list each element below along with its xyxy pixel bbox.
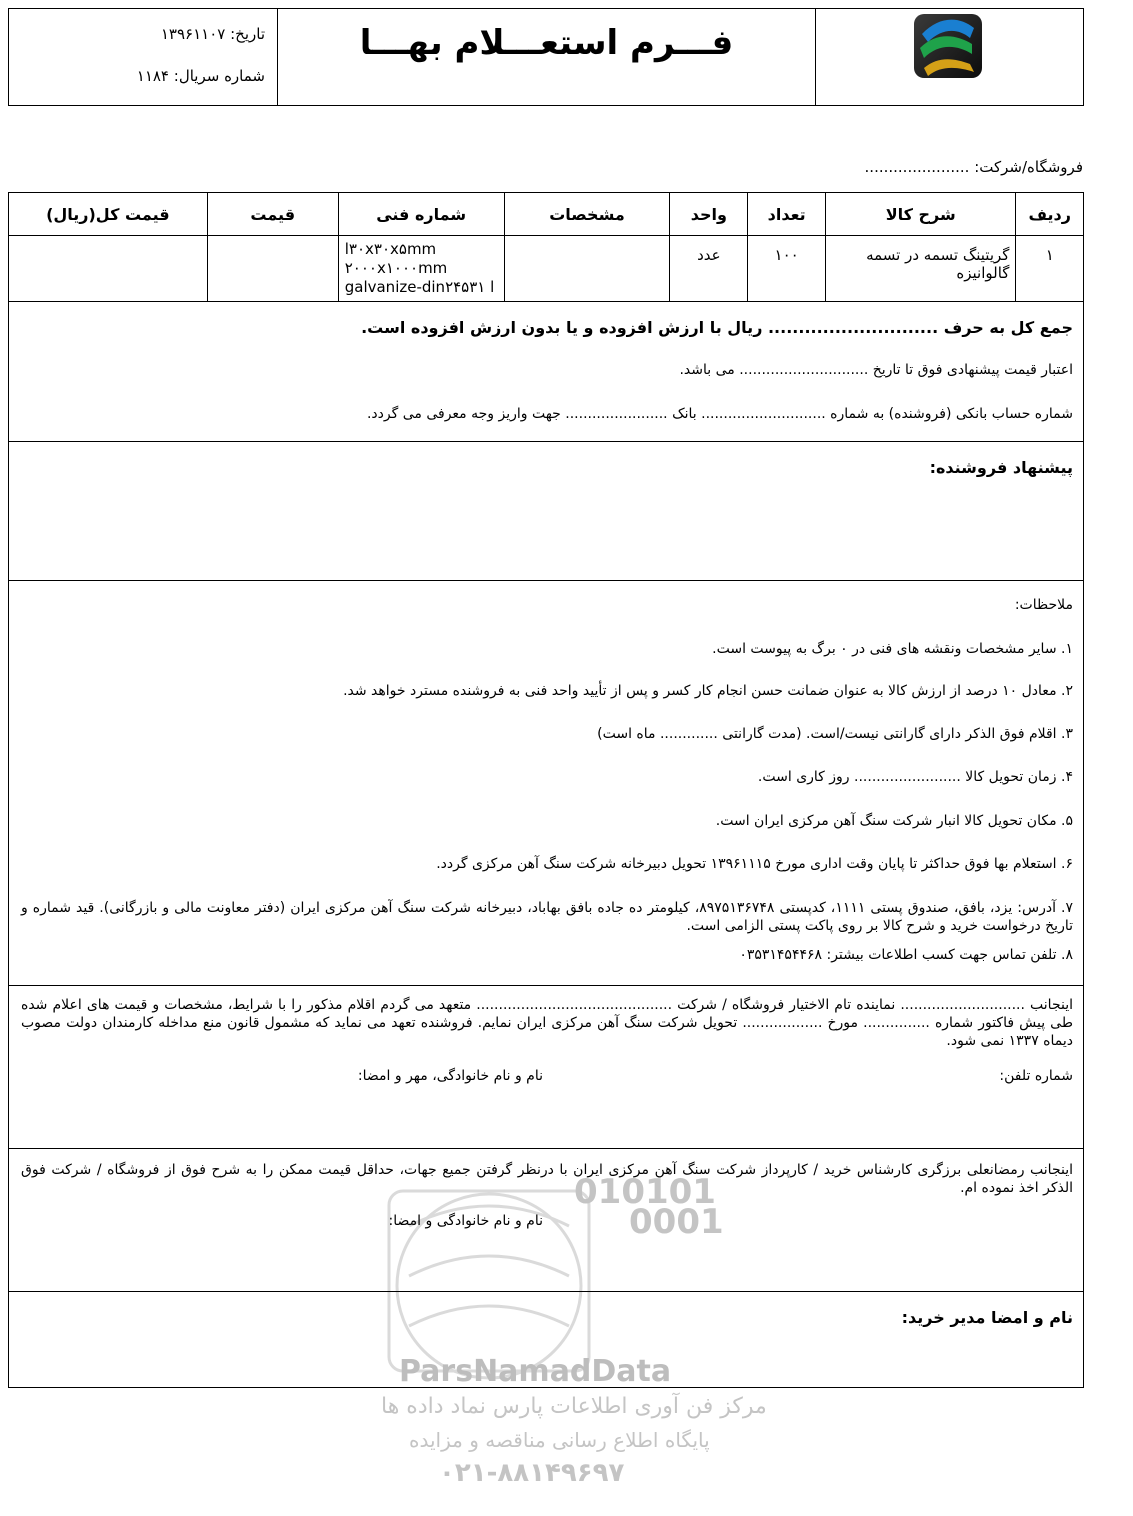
row-price[interactable] (207, 236, 338, 302)
header-title-cell (277, 9, 816, 105)
tech-line: l۳۰x۳۰x۵mm (344, 240, 437, 258)
row-description: گریتینگ تسمه در تسمه گالوانیزه (826, 236, 1016, 302)
form-title: فـــرم استعـــلام بهـــا (359, 23, 734, 63)
form-date: تاریخ: ۱۳۹۶۱۱۰۷ (160, 25, 265, 43)
note-item: ۷. آدرس: یزد، بافق، صندوق پستی ۱۱۱۱، کدپستی ۸۹۷۵۱۳۶۷۴۸، کیلومتر ده جاده بافق بهاباد، دبیرخانه شرکت سنگ آهن مرکزی ایران (دفتر معاونت مالی و بازرگانی). قید شماره و تاریخ درخواست خرید و شرح کالا بر روی پاکت پستی الزامی است. (21, 900, 1073, 934)
header-meta (9, 9, 277, 105)
manager-section (8, 1291, 1084, 1388)
tech-line: ۲۰۰۰x۱۰۰۰mm (344, 259, 448, 277)
company-logo (914, 14, 982, 78)
buyer-statement: اینجانب رمضانعلی برزگری کارشناس خرید / کارپرداز شرکت سنگ آهن مرکزی ایران با درنظر گرفتن جمیع جهات، حداقل قیمت ممکن را به شرح فوق از فروشگاه / شرکت فوق الذکر اخذ نموده ام. (21, 1162, 1073, 1196)
items-grid (8, 192, 1084, 302)
note-item: ۱. سایر مشخصات ونقشه های فنی در ۰ برگ به پیوست است. (712, 641, 1073, 657)
phone-label: شماره تلفن: (999, 1068, 1073, 1084)
col-header: مشخصات (504, 193, 670, 236)
row-quantity: ۱۰۰ (748, 236, 826, 302)
note-item: ۲. معادل ۱۰ درصد از ارزش کالا به عنوان ضمانت حسن انجام کار کسر و پس از تأیید واحد فنی به فروشنده مسترد خواهد شد. (343, 683, 1073, 699)
watermark-text: مرکز فن آوری اطلاعات پارس نماد داده ها (381, 1394, 767, 1419)
col-header: ردیف (1016, 193, 1084, 236)
watermark-text: پایگاه اطلاع رسانی مناقصه و مزایده (409, 1428, 710, 1452)
representative-signature-label: نام و نام خانوادگی، مهر و امضا: (357, 1068, 543, 1084)
seller-offer-title: پیشنهاد فروشنده: (929, 458, 1073, 477)
note-item: ۶. استعلام بها فوق حداکثر تا پایان وقت اداری مورخ ۱۳۹۶۱۱۱۵ تحویل دبیرخانه شرکت سنگ آهن مرکزی گردد. (436, 856, 1073, 872)
row-index: ۱ (1016, 236, 1084, 302)
watermark-phone: ۰۲۱-۸۸۱۴۹۶۹۷ (439, 1458, 625, 1488)
row-total[interactable] (9, 236, 208, 302)
watermark-brand: ParsNamadData (399, 1354, 672, 1389)
representative-commitment: اینجانب ............................ نماینده تام الاختیار فروشگاه / شرکت ............................................ متعهد می گردم اقلام مذکور را با شرایط، مشخصات و قیمت های اعلام شده طی پیش فاکتور شماره ............... مورخ .................. تحویل شرکت سنگ آهن مرکزی ایران نمایم. فروشنده تعهد می نماید که مشمول قانون منع مداخله کارمندان دولت مصوب دیماه ۱۳۳۷ نمی شود. (21, 997, 1073, 1049)
serial-number: شماره سریال: ۱۱۸۴ (136, 67, 265, 85)
watermark-digits: 0001 (629, 1202, 724, 1242)
notes-title: ملاحظات: (1014, 597, 1073, 613)
logo-mark-icon (914, 14, 982, 78)
col-header: تعداد (748, 193, 826, 236)
note-item: ۴. زمان تحویل کالا ........................ روز کاری است. (757, 769, 1073, 785)
note-item: ۸. تلفن تماس جهت کسب اطلاعات بیشتر: ۰۳۵۳۱۴۵۴۴۶۸ (739, 947, 1073, 963)
bank-account: شماره حساب بانکی (فروشنده) به شماره ............................ بانک ....................... جهت واریز وجه معرفی می گردد. (366, 406, 1073, 422)
seller-offer-section[interactable] (8, 441, 1084, 581)
row-unit: عدد (670, 236, 748, 302)
representative-section (8, 985, 1084, 1149)
vendor-line: فروشگاه/شرکت: ...................... (864, 158, 1083, 176)
total-in-words: جمع کل به حرف ............................ ریال با ارزش افزوده و یا بدون ارزش افزوده است. (361, 318, 1073, 337)
row-tech-number (338, 236, 504, 302)
watermark-digits: 010101 (574, 1172, 716, 1212)
price-validity: اعتبار قیمت پیشنهادی فوق تا تاریخ ............................. می باشد. (679, 362, 1073, 378)
tech-line: galvanize-din۲۴۵۳۱ l (344, 278, 495, 296)
note-item: ۵. مکان تحویل کالا انبار شرکت سنگ آهن مرکزی ایران است. (715, 813, 1073, 829)
buyer-section (8, 1148, 1084, 1292)
manager-signature-label: نام و امضا مدیر خرید: (901, 1308, 1073, 1327)
col-header: واحد (670, 193, 748, 236)
note-item: ۳. اقلام فوق الذکر دارای گارانتی نیست/است. (مدت گارانتی ............. ماه است) (597, 726, 1073, 742)
totals-section (8, 301, 1084, 442)
col-header: قیمت کل(ریال) (9, 193, 208, 236)
col-header: شرح کالا (826, 193, 1016, 236)
table-row (9, 236, 1084, 302)
items-table (8, 192, 1084, 302)
col-header: قیمت (207, 193, 338, 236)
row-specs[interactable] (504, 236, 670, 302)
table-header-row (9, 193, 1084, 236)
col-header: شماره فنی (338, 193, 504, 236)
buyer-signature-label: نام و نام خانوادگی و امضا: (388, 1213, 543, 1229)
